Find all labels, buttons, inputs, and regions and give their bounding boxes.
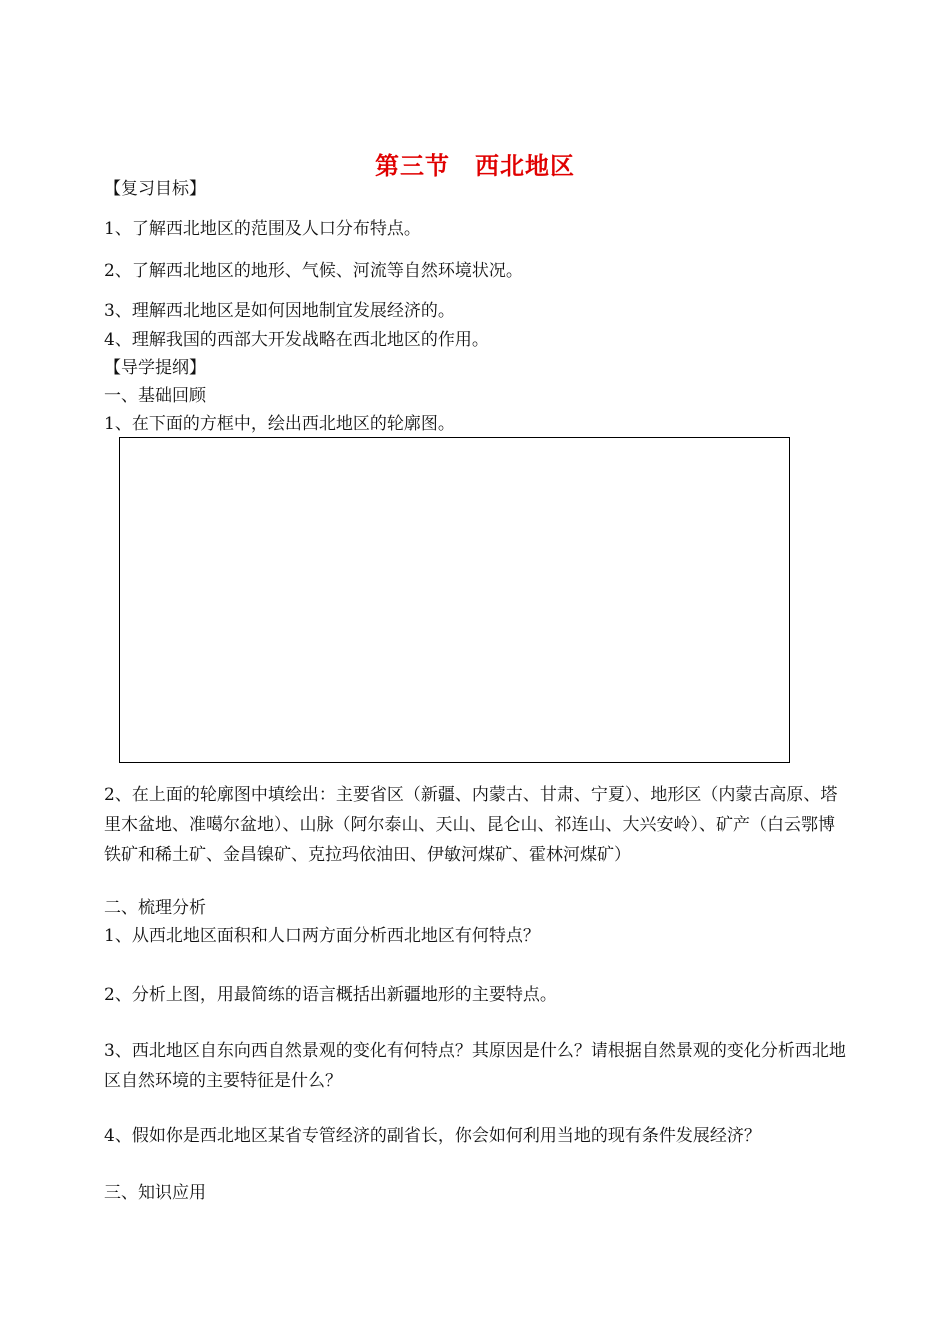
goal-item: 1、了解西北地区的范围及人口分布特点。: [104, 219, 421, 239]
question-item: 3、西北地区自东向西自然景观的变化有何特点？其原因是什么？请根据自然景观的变化分析西北地区自然环境的主要特征是什么？: [104, 1041, 846, 1091]
question-item: 1、从西北地区面积和人口两方面分析西北地区有何特点？: [104, 926, 540, 946]
goal-item: 3、理解西北地区是如何因地制宜发展经济的。: [104, 301, 455, 321]
section-heading: 二、梳理分析: [104, 898, 206, 918]
question-item: 2、分析上图，用最简练的语言概括出新疆地形的主要特点。: [104, 985, 557, 1005]
question-item: 2、在上面的轮廓图中填绘出：主要省区（新疆、内蒙古、甘肃、宁夏）、地形区（内蒙古高原、塔里木盆地、准噶尔盆地）、山脉（阿尔泰山、天山、昆仑山、祁连山、大兴安岭）、矿产（白云鄂博铁矿和稀土矿、金昌镍矿、克拉玛依油田、伊敏河煤矿、霍林河煤矿）: [104, 785, 838, 865]
page-title: 第三节 西北地区: [375, 151, 575, 180]
goal-item: 2、了解西北地区的地形、气候、河流等自然环境状况。: [104, 261, 523, 281]
question-item: 1、在下面的方框中，绘出西北地区的轮廓图。: [104, 414, 455, 434]
guide-heading: 【导学提纲】: [104, 358, 206, 378]
goal-item: 4、理解我国的西部大开发战略在西北地区的作用。: [104, 330, 489, 350]
section-heading: 三、知识应用: [104, 1183, 206, 1203]
question-item: 4、假如你是西北地区某省专管经济的副省长，你会如何利用当地的现有条件发展经济？: [104, 1126, 761, 1146]
section-heading: 一、基础回顾: [104, 386, 206, 406]
review-heading: 【复习目标】: [104, 179, 206, 199]
outline-drawing-box[interactable]: [119, 437, 790, 763]
